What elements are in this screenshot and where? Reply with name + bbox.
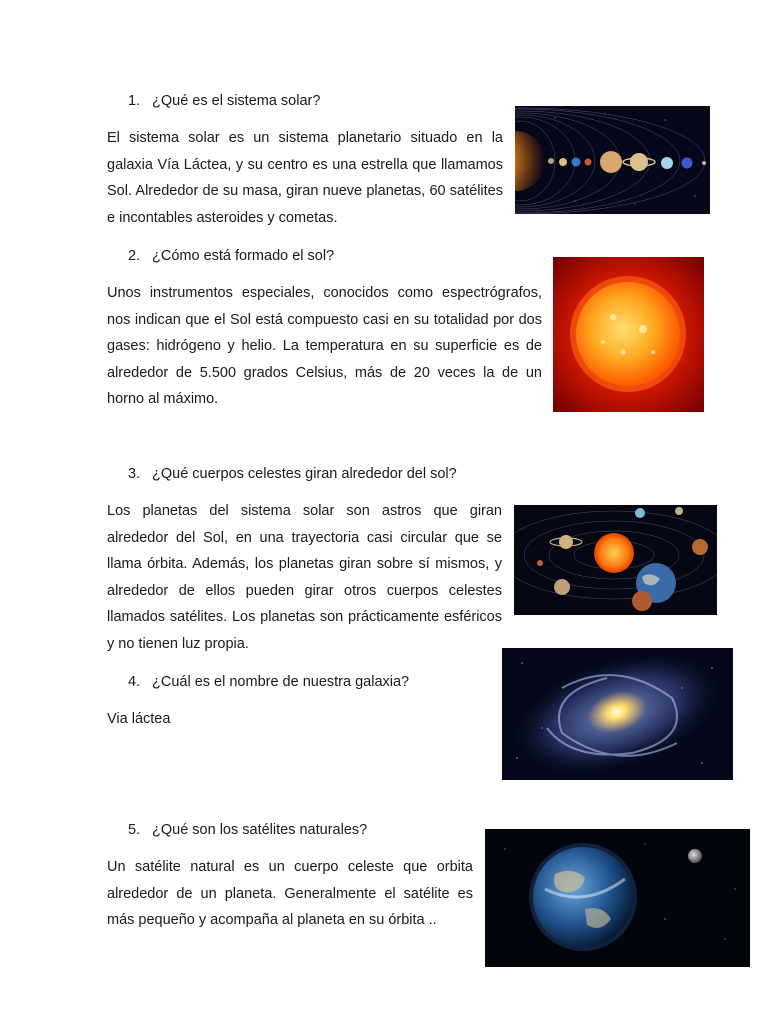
galaxy-image (502, 648, 733, 780)
question-number: 3. (128, 466, 141, 482)
question-3 (128, 465, 457, 483)
question-4 (128, 673, 409, 691)
solar-system-image (515, 106, 710, 214)
question-number: 5. (128, 822, 141, 838)
answer-1: El sistema solar es un sistema planetario situado en la galaxia Vía Láctea, y su centro es una estrella que llamamos Sol. Alrededor de su masa, giran nueve planetas, 60 satélites e incontables asteroides y cometas. (107, 130, 503, 226)
answer-3: Los planetas del sistema solar son astros que giran alrededor del Sol, en una trayectoria casi circular que se llama órbita. Además, los planetas giran sobre sí mismos, y alrededor de ellos pueden girar otros cuerpos celestes llamados satélites. Los planetas son prácticamente esféricos y no tienen luz propia. (107, 503, 502, 652)
answer-2: Unos instrumentos especiales, conocidos como espectrógrafos, nos indican que el Sol está compuesto casi en su totalidad por dos gases: hidrógeno y helio. La temperatura en su superficie es de alrededor de 5.500 grados Celsius, más de 20 veces la de un horno al máximo. (107, 285, 542, 407)
question-5 (128, 821, 367, 839)
question-text: ¿Cómo está formado el sol? (152, 248, 335, 264)
question-number: 2. (128, 248, 141, 264)
question-text: ¿Qué es el sistema solar? (152, 93, 321, 109)
answer-5: Un satélite natural es un cuerpo celeste que orbita alrededor de un planeta. Generalmente el satélite es más pequeño y acompaña al planeta en su órbita .. (107, 859, 473, 928)
question-number: 4. (128, 674, 141, 690)
earth-moon-image (485, 829, 750, 967)
question-text: ¿Cuál es el nombre de nuestra galaxia? (152, 674, 410, 690)
planets-image (514, 505, 717, 615)
question-text: ¿Qué son los satélites naturales? (152, 822, 368, 838)
question-2 (128, 247, 334, 265)
answer-4: Via láctea (107, 711, 171, 727)
question-1 (128, 92, 320, 110)
question-number: 1. (128, 93, 141, 109)
question-text: ¿Qué cuerpos celestes giran alrededor del sol? (152, 466, 457, 482)
sun-image (553, 257, 704, 412)
